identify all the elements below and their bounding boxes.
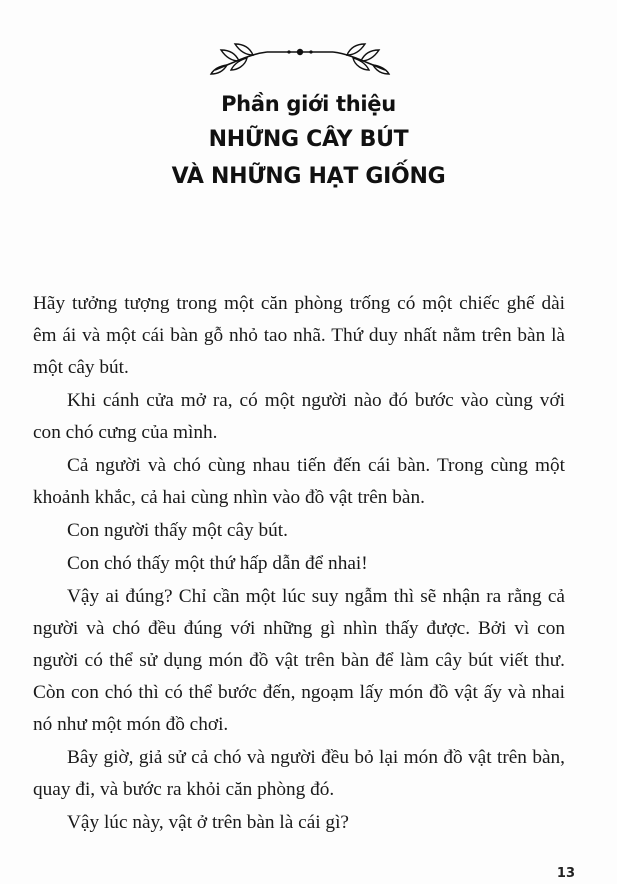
paragraph: Vậy ai đúng? Chỉ cần một lúc suy ngẫm thì sẽ nhận ra rằng cả người và chó đều đúng với những gì nhìn thấy được. Bởi vì con người có thể sử dụng món đồ vật trên bàn để làm cây bút viết thư. Còn con chó thì có thể bước đến, ngoạm lấy món đồ vật ấy và nhai nó như một món đồ chơi. [33, 586, 565, 735]
paragraph: Vậy lúc này, vật ở trên bàn là cái gì? [67, 812, 349, 833]
paragraph: Hãy tưởng tượng trong một căn phòng trống có một chiếc ghế dài êm ái và một cái bàn gỗ nhỏ tao nhã. Thứ duy nhất nằm trên bàn là một cây bút. [33, 293, 565, 378]
page-number: 13 [556, 866, 575, 881]
paragraph: Cả người và chó cùng nhau tiến đến cái bàn. Trong cùng một khoảnh khắc, cả hai cùng nhìn vào đồ vật trên bàn. [33, 455, 565, 508]
paragraph: Khi cánh cửa mở ra, có một người nào đó bước vào cùng với con chó cưng của mình. [33, 390, 565, 443]
chapter-title-line-1: NHỮNG CÂY BÚT [208, 127, 409, 152]
chapter-subtitle: Phần giới thiệu [221, 92, 396, 116]
paragraph: Bây giờ, giả sử cả chó và người đều bỏ lại món đồ vật trên bàn, quay đi, và bước ra khỏi căn phòng đó. [33, 747, 565, 800]
chapter-body [33, 288, 565, 840]
paragraph: Con người thấy một cây bút. [67, 520, 288, 541]
laurel-branch-divider-icon [205, 38, 395, 78]
chapter-title-line-2: VÀ NHỮNG HẠT GIỐNG [171, 164, 446, 189]
paragraph: Con chó thấy một thứ hấp dẫn để nhai! [67, 553, 368, 574]
